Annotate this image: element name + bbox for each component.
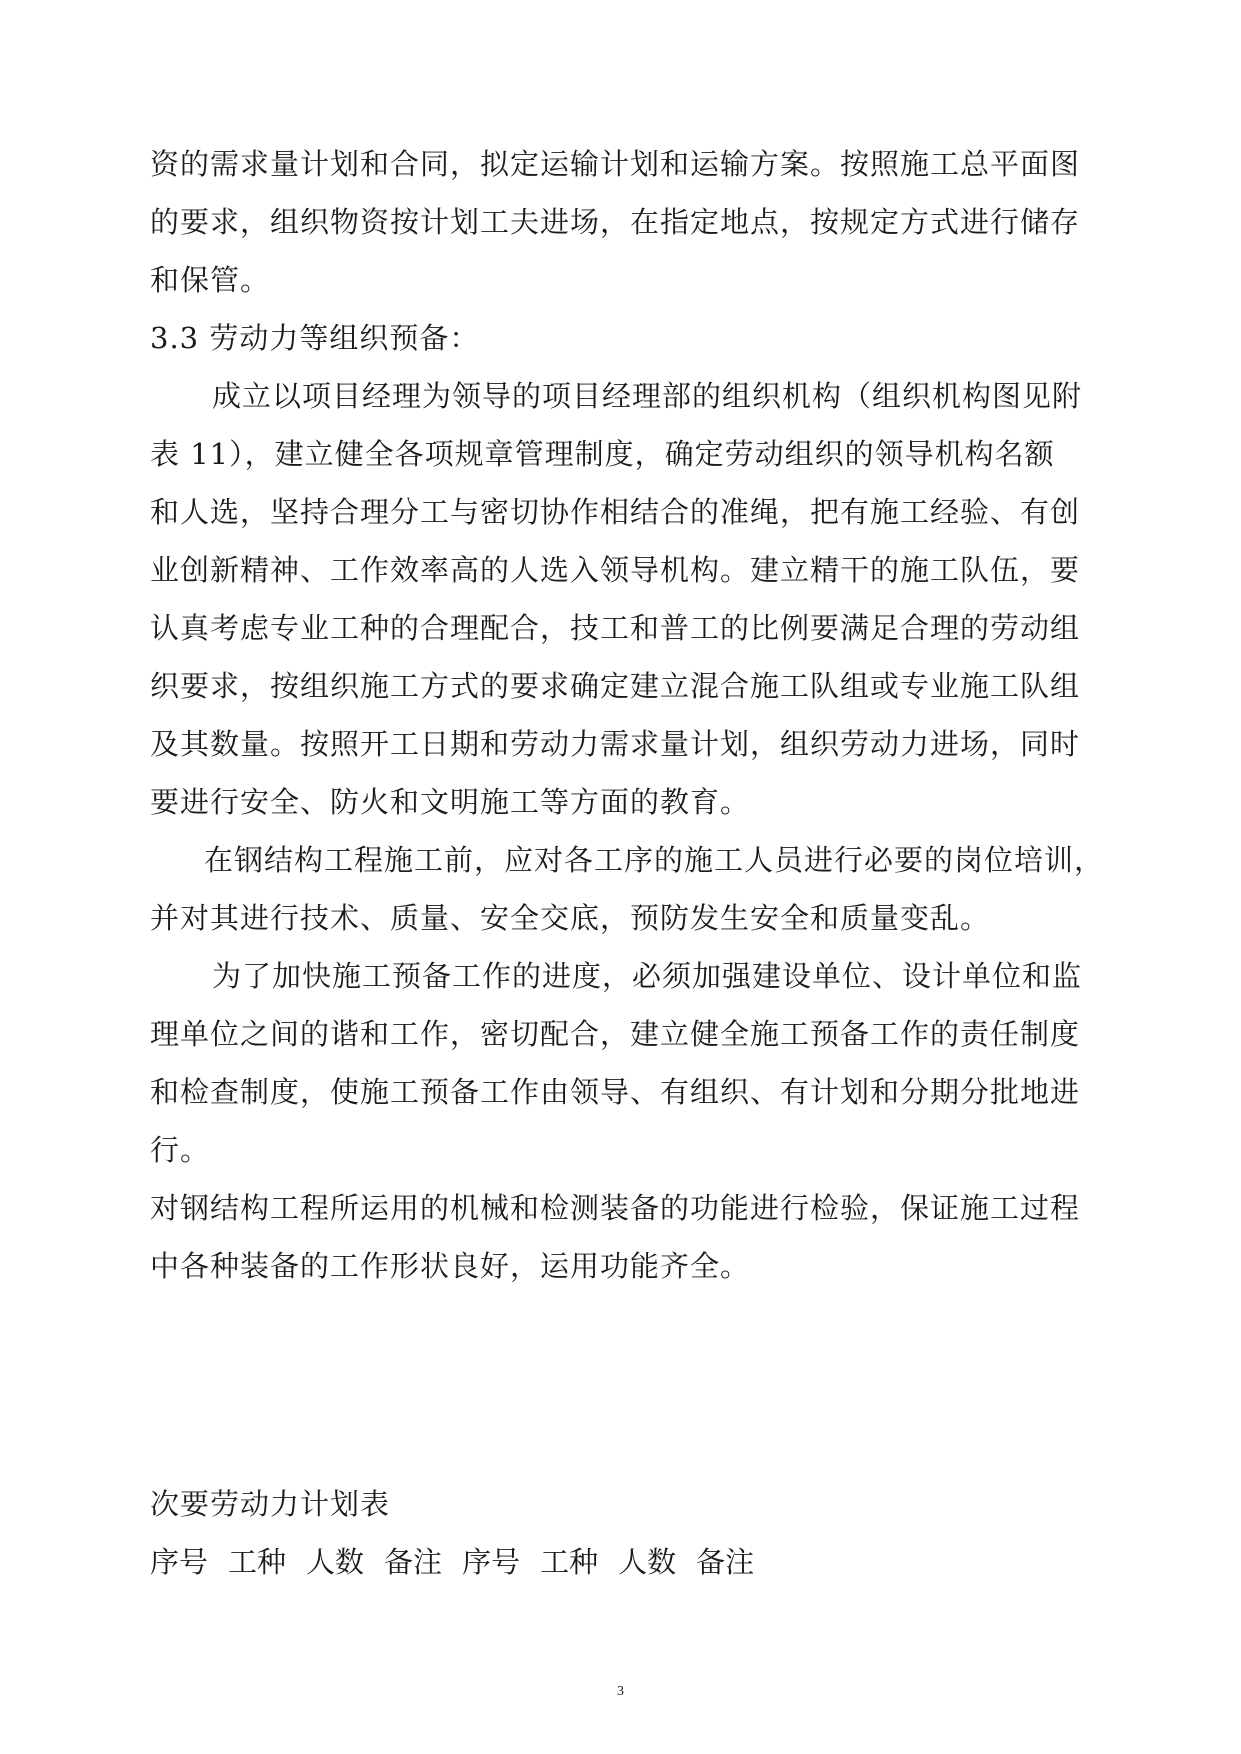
table-header-cell: 人数 — [618, 1545, 677, 1579]
paragraph-line: 中各种装备的工作形状良好，运用功能齐全。 — [150, 1249, 751, 1283]
table-header-cell: 工种 — [540, 1545, 599, 1579]
paragraph-line: 业创新精神、工作效率高的人选入领导机构。建立精干的施工队伍，要 — [150, 553, 1081, 587]
table-header-cell: 序号 — [462, 1545, 521, 1579]
paragraph-line: 和人选，坚持合理分工与密切协作相结合的准绳，把有施工经验、有创 — [150, 495, 1081, 529]
paragraph-line: 及其数量。按照开工日期和劳动力需求量计划，组织劳动力进场，同时 — [150, 727, 1081, 761]
paragraph-line: 资的需求量计划和合同，拟定运输计划和运输方案。按照施工总平面图 — [150, 147, 1081, 181]
paragraph-line: 织要求，按组织施工方式的要求确定建立混合施工队组或专业施工队组 — [150, 669, 1081, 703]
table-header-cell: 备注 — [696, 1545, 755, 1579]
paragraph-line: 和检查制度，使施工预备工作由领导、有组织、有计划和分期分批地进 — [150, 1075, 1081, 1109]
paragraph-line: 并对其进行技术、质量、安全交底，预防发生安全和质量变乱。 — [150, 901, 991, 935]
paragraph-line: 成立以项目经理为领导的项目经理部的组织机构（组织机构图见附 — [212, 379, 1083, 413]
table-header-cell: 序号 — [150, 1545, 209, 1579]
paragraph-line: 为了加快施工预备工作的进度，必须加强建设单位、设计单位和监 — [212, 959, 1083, 993]
section-heading: 3.3 劳动力等组织预备： — [150, 321, 480, 355]
table-title: 次要劳动力计划表 — [150, 1487, 391, 1521]
paragraph-line: 理单位之间的谐和工作，密切配合，建立健全施工预备工作的责任制度 — [150, 1017, 1081, 1051]
paragraph-line: 要进行安全、防火和文明施工等方面的教育。 — [150, 785, 751, 819]
table-header-cell: 人数 — [306, 1545, 365, 1579]
table-header-cell: 工种 — [228, 1545, 287, 1579]
paragraph-line: 在钢结构工程施工前，应对各工序的施工人员进行必要的岗位培训， — [204, 843, 1105, 877]
paragraph-line: 和保管。 — [150, 263, 271, 297]
paragraph-line: 行。 — [150, 1133, 211, 1167]
paragraph-line: 表 11），建立健全各项规章管理制度，确定劳动组织的领导机构名额 — [150, 437, 1055, 471]
table-header-cell: 备注 — [384, 1545, 443, 1579]
table-header-row — [150, 1542, 774, 1582]
paragraph-line: 的要求，组织物资按计划工夫进场，在指定地点，按规定方式进行储存 — [150, 205, 1081, 239]
paragraph-line: 认真考虑专业工种的合理配合，技工和普工的比例要满足合理的劳动组 — [150, 611, 1081, 645]
paragraph-line: 对钢结构工程所运用的机械和检测装备的功能进行检验，保证施工过程 — [150, 1191, 1081, 1225]
page-number: 3 — [617, 1684, 624, 1699]
